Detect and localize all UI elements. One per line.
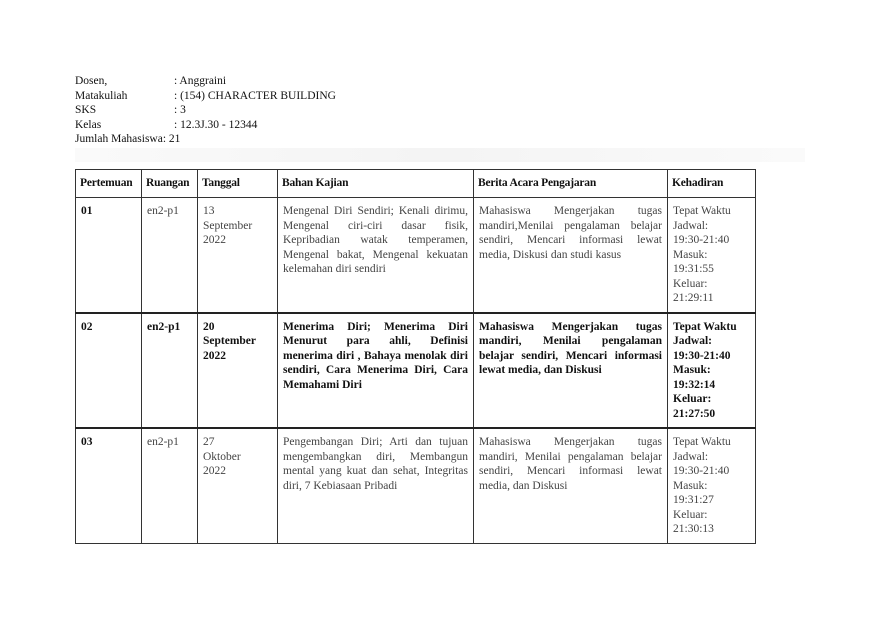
attendance-table	[75, 169, 756, 544]
tanggal-year: 2022	[203, 234, 226, 246]
matakuliah-value: : (154) CHARACTER BUILDING	[174, 89, 336, 102]
bahan-kajian-cell: Menerima Diri; Menerima Diri Menurut para ahli, Definisi menerima diri , Bahaya menolak diri sendiri, Cara Menerima Diri, Cara Memahami Diri	[278, 313, 474, 429]
table-row	[76, 198, 756, 313]
sks-value: : 3	[174, 104, 186, 116]
table-row	[76, 428, 756, 543]
kehadiran-keluar-label: Keluar:	[673, 393, 712, 405]
kehadiran-masuk-value: 19:31:27	[673, 494, 714, 506]
col-header-bahan-kajian: Bahan Kajian	[278, 170, 474, 198]
ruangan-cell: en2-p1	[142, 313, 198, 429]
pertemuan-cell: 03	[76, 428, 142, 543]
kelas-label: Kelas	[75, 118, 102, 131]
jumlah-value: : 21	[162, 133, 181, 145]
tanggal-month: September	[203, 335, 257, 347]
pertemuan-cell: 01	[76, 198, 142, 313]
kehadiran-jadwal-value: 19:30-21:40	[673, 349, 731, 362]
kehadiran-keluar-label: Keluar:	[673, 508, 708, 521]
berita-acara-cell: Mahasiswa Mengerjakan tugas mandiri, Menilai pengalaman belajar sendiri, Mencari informasi lewat media, dan Diskusi	[474, 313, 668, 429]
kehadiran-jadwal-value: 19:30-21:40	[673, 465, 730, 477]
dosen-row	[75, 74, 336, 89]
kehadiran-masuk-label: Masuk:	[673, 364, 711, 376]
pertemuan-cell: 02	[76, 313, 142, 429]
matakuliah-row	[75, 89, 336, 104]
table-row	[76, 313, 756, 429]
kehadiran-keluar-value: 21:30:13	[673, 523, 714, 535]
dosen-label: Dosen,	[75, 75, 108, 87]
tanggal-month: Oktober	[203, 450, 241, 463]
col-header-berita-acara: Berita Acara Pengajaran	[474, 170, 668, 198]
jumlah-row	[75, 132, 336, 147]
tanggal-month: September	[203, 219, 253, 232]
kehadiran-jadwal-label: Jadwal:	[673, 450, 709, 463]
kelas-row	[75, 118, 336, 133]
kehadiran-cell	[668, 198, 756, 313]
kehadiran-masuk-value: 19:32:14	[673, 378, 716, 391]
kehadiran-masuk-label: Masuk:	[673, 248, 708, 261]
kelas-value: : 12.3J.30 - 12344	[174, 118, 258, 131]
kehadiran-keluar-label: Keluar:	[673, 277, 708, 290]
kehadiran-status: Tepat Waktu	[673, 436, 731, 448]
jumlah-label: Jumlah Mahasiswa	[75, 133, 163, 145]
col-header-tanggal: Tanggal	[198, 170, 278, 198]
kehadiran-status: Tepat Waktu	[673, 320, 737, 333]
tanggal-day: 13	[203, 205, 215, 217]
ruangan-cell: en2-p1	[142, 198, 198, 313]
course-info	[75, 74, 336, 147]
kehadiran-keluar-value: 21:29:11	[673, 292, 714, 304]
col-header-pertemuan: Pertemuan	[76, 170, 142, 198]
matakuliah-label: Matakuliah	[75, 89, 128, 102]
kehadiran-jadwal-label: Jadwal:	[673, 219, 709, 232]
kehadiran-status: Tepat Waktu	[673, 205, 731, 217]
kehadiran-cell	[668, 428, 756, 543]
kehadiran-cell	[668, 313, 756, 429]
tanggal-cell	[198, 198, 278, 313]
tanggal-year: 2022	[203, 465, 226, 477]
kehadiran-masuk-value: 19:31:55	[673, 263, 714, 275]
tanggal-year: 2022	[203, 349, 226, 362]
col-header-kehadiran: Kehadiran	[668, 170, 756, 198]
header-divider	[75, 148, 805, 162]
table-header-row	[76, 170, 756, 198]
kehadiran-masuk-label: Masuk:	[673, 479, 708, 492]
col-header-ruangan: Ruangan	[142, 170, 198, 198]
sks-label: SKS	[75, 104, 97, 116]
berita-acara-cell: Mahasiswa Mengerjakan tugas mandiri, Menilai pengalaman belajar sendiri, Mencari informasi lewat media, dan Diskusi	[474, 428, 668, 543]
ruangan-cell: en2-p1	[142, 428, 198, 543]
bahan-kajian-cell: Pengembangan Diri; Arti dan tujuan mengembangkan diri, Membangun mental yang kuat dan sehat, Integritas diri, 7 Kebiasaan Pribadi	[278, 428, 474, 543]
tanggal-day: 20	[203, 320, 215, 333]
tanggal-day: 27	[203, 436, 215, 448]
kehadiran-jadwal-label: Jadwal:	[673, 335, 712, 347]
dosen-value: : Anggraini	[174, 75, 227, 87]
kehadiran-jadwal-value: 19:30-21:40	[673, 234, 730, 246]
tanggal-cell	[198, 428, 278, 543]
sks-row	[75, 103, 336, 118]
bahan-kajian-cell: Mengenal Diri Sendiri; Kenali dirimu, Mengenal ciri-ciri dasar fisik, Kepribadian watak temperamen, Mengenal bakat, Mengenal kekuatan kelemahan diri sendiri	[278, 198, 474, 313]
tanggal-cell	[198, 313, 278, 429]
berita-acara-cell: Mahasiswa Mengerjakan tugas mandiri,Menilai pengalaman belajar sendiri, Mencari informasi lewat media, Diskusi dan studi kasus	[474, 198, 668, 313]
kehadiran-keluar-value: 21:27:50	[673, 407, 716, 420]
